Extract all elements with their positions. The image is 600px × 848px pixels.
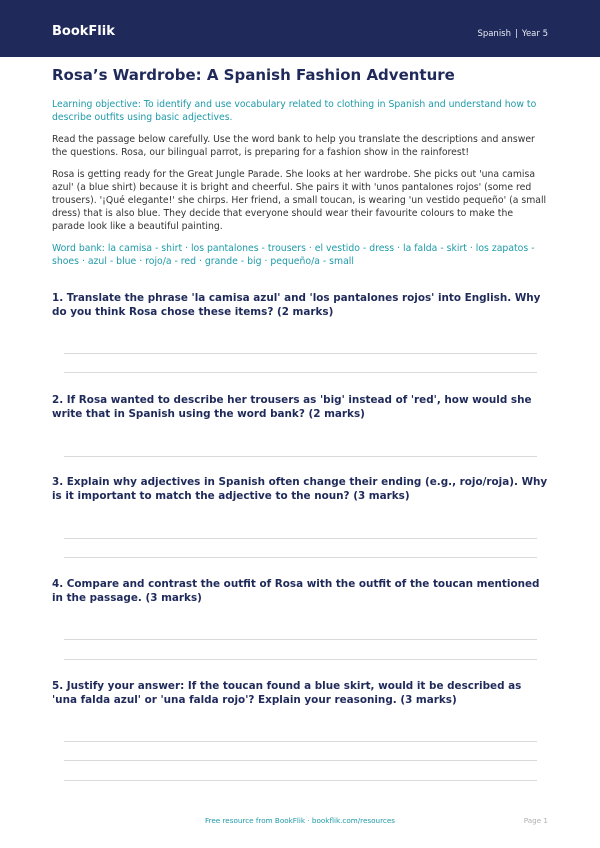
header-bar bbox=[0, 0, 600, 57]
answer-line[interactable] bbox=[64, 760, 537, 761]
passage-text: Rosa is getting ready for the Great Jungle Parade. She looks at her wardrobe. She picks out 'una camisa azul' (a blue shirt) because it is bright and cheerful. She pairs it with 'unos pantalones rojos' (some red trousers). '¡Qué elegante!' she chirps. Her friend, a small toucan, is wearing 'un vestido pequeño' (a small dress) that is also blue. They decide that everyone should wear their favourite colours to make the parade look like a beautiful painting. bbox=[52, 169, 547, 232]
brand-logo: BookFlik bbox=[52, 24, 115, 39]
footer-link[interactable]: Free resource from BookFlik · bookflik.com/resources bbox=[204, 816, 396, 825]
question-4: 4. Compare and contrast the outfit of Rosa with the outfit of the toucan mentioned in the passage. (3 marks) bbox=[52, 578, 540, 604]
header-meta bbox=[477, 29, 548, 39]
word-bank: Word bank: la camisa - shirt · los pantalones - trousers · el vestido - dress · la falda - skirt · los zapatos - shoes · azul - blue · rojo/a - red · grande - big · pequeño/a - small bbox=[52, 243, 535, 267]
answer-line[interactable] bbox=[64, 456, 537, 457]
answer-line[interactable] bbox=[64, 353, 537, 354]
learning-objective: Learning objective: To identify and use vocabulary related to clothing in Spanish and understand how to describe outfits using basic adjectives. bbox=[52, 99, 537, 123]
year-label: Year 5 bbox=[521, 29, 548, 39]
subject-label: Spanish bbox=[477, 29, 512, 39]
question-5: 5. Justify your answer: If the toucan found a blue skirt, would it be described as 'una falda azul' or 'una falda rojo'? Explain your reasoning. (3 marks) bbox=[52, 680, 522, 706]
page-number: Page 1 bbox=[523, 816, 548, 825]
page-title: Rosa’s Wardrobe: A Spanish Fashion Adventure bbox=[52, 66, 455, 84]
answer-line[interactable] bbox=[64, 372, 537, 373]
instructions-text: Read the passage below carefully. Use the word bank to help you translate the descriptions and answer the questions. Rosa, our bilingual parrot, is preparing for a fashion show in the rainforest! bbox=[52, 134, 535, 158]
meta-separator: | bbox=[515, 29, 518, 39]
answer-line[interactable] bbox=[64, 780, 537, 781]
answer-line[interactable] bbox=[64, 659, 537, 660]
worksheet-body bbox=[52, 66, 548, 285]
answer-line[interactable] bbox=[64, 557, 537, 558]
question-1: 1. Translate the phrase 'la camisa azul' and 'los pantalones rojos' into English. Why do you think Rosa chose these items? (2 marks) bbox=[52, 292, 541, 318]
answer-line[interactable] bbox=[64, 741, 537, 742]
question-2: 2. If Rosa wanted to describe her trousers as 'big' instead of 'red', how would she write that in Spanish using the word bank? (2 marks) bbox=[52, 394, 532, 420]
question-3: 3. Explain why adjectives in Spanish often change their ending (e.g., rojo/roja). Why is it important to match the adjective to the noun? (3 marks) bbox=[52, 476, 548, 502]
answer-line[interactable] bbox=[64, 538, 537, 539]
answer-line[interactable] bbox=[64, 639, 537, 640]
